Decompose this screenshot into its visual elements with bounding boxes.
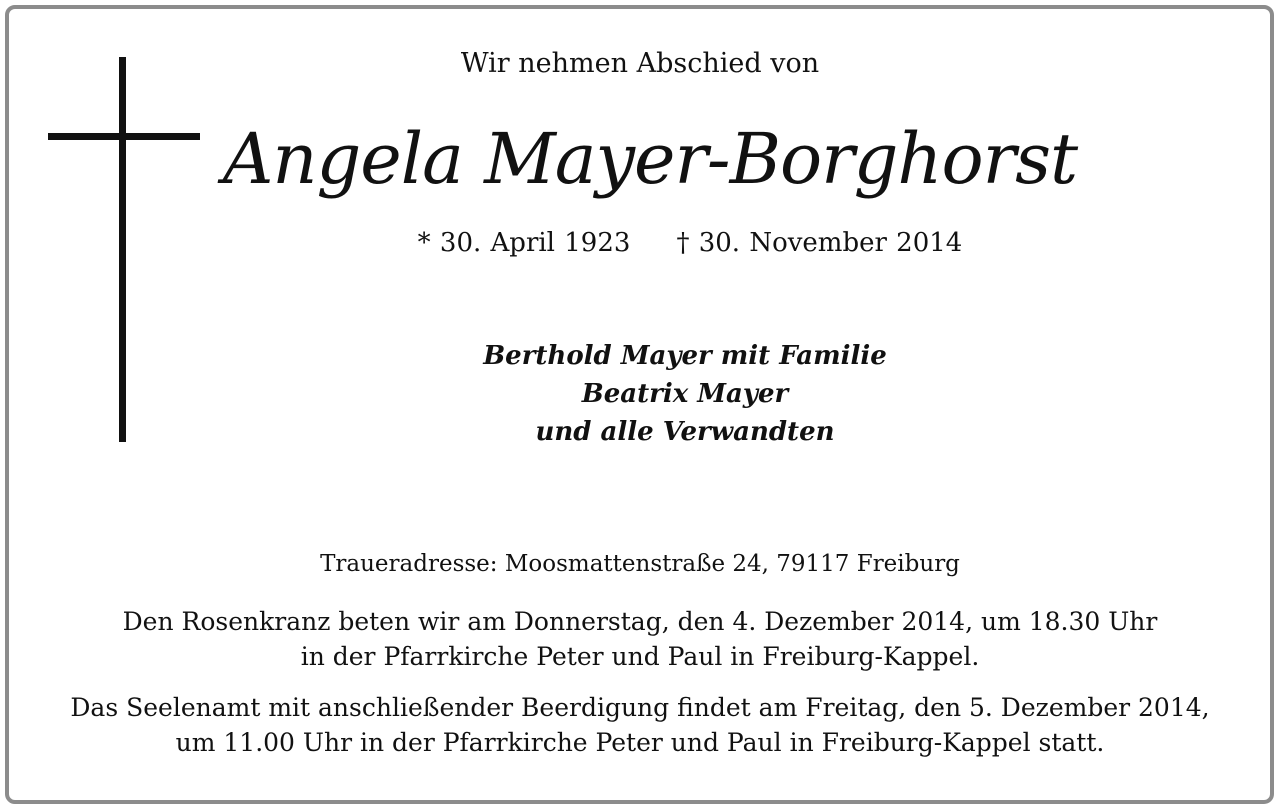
mourners-list	[45, 337, 1280, 451]
rosary-line: in der Pfarrkirche Peter und Paul in Freiburg-Kappel.	[300, 642, 980, 671]
funeral-announcement	[0, 690, 1280, 760]
mourning-address: Traueradresse: Moosmattenstraße 24, 79117 Freiburg	[320, 551, 960, 577]
rosary-line: Den Rosenkranz beten wir am Donnerstag, den 4. Dezember 2014, um 18.30 Uhr	[122, 607, 1158, 636]
life-dates	[50, 228, 1280, 258]
deceased-name: Angela Mayer-Borghorst	[222, 118, 1078, 200]
birth-date: * 30. April 1923	[417, 228, 631, 258]
rosary-announcement	[0, 604, 1280, 674]
mourner-line: und alle Verwandten	[535, 417, 835, 447]
mourner-line: Beatrix Mayer	[581, 379, 789, 409]
intro-text: Wir nehmen Abschied von	[460, 48, 820, 79]
death-date: † 30. November 2014	[676, 228, 963, 258]
funeral-line: Das Seelenamt mit anschließender Beerdigung findet am Freitag, den 5. Dezember 2014,	[70, 693, 1210, 722]
funeral-line: um 11.00 Uhr in der Pfarrkirche Peter und Paul in Freiburg-Kappel statt.	[175, 728, 1105, 757]
mourner-line: Berthold Mayer mit Familie	[483, 341, 887, 371]
